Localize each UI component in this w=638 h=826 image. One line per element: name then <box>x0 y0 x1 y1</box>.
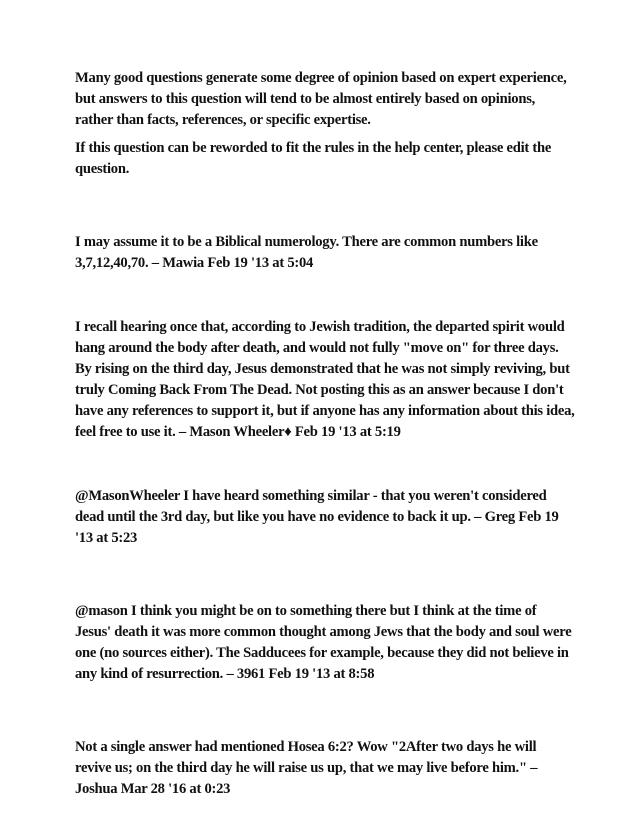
closure-notice: Many good questions generate some degree of opinion based on expert experience, but answers to this question will tend to be almost entirely based on opinions, rather than facts, references, or specific expertise. <box>75 70 567 128</box>
edit-notice: If this question can be reworded to fit the rules in the help center, please edit the question. <box>75 140 552 177</box>
comment: @mason I think you might be on to something there but I think at the time of Jesus' death it was more common thought among Jews that the body and soul were one (no sources either). The Sadducees for example, because they did not believe in any kind of resurrection. – 3961 Feb 19 '13 at 8:58 <box>75 603 572 682</box>
comment: I recall hearing once that, according to Jewish tradition, the departed spirit would hang around the body after death, and would not fully "move on" for three days. By rising on the third day, Jesus demonstrated that he was not simply reviving, but truly Coming Back From The Dead. Not posting this as an answer because I don't have any references to support it, but if anyone has any information about this idea, feel free to use it. – Mason Wheeler♦ Feb 19 '13 at 5:19 <box>75 319 575 440</box>
document-page <box>75 68 575 800</box>
comment: Not a single answer had mentioned Hosea 6:2? Wow "2After two days he will revive us; on the third day he will raise us up, that we may live before him." – Joshua Mar 28 '16 at 0:23 <box>75 739 538 797</box>
comment: @MasonWheeler I have heard something similar - that you weren't considered dead until the 3rd day, but like you have no evidence to back it up. – Greg Feb 19 '13 at 5:23 <box>75 488 559 546</box>
comment: I may assume it to be a Biblical numerology. There are common numbers like 3,7,12,40,70. – Mawia Feb 19 '13 at 5:04 <box>75 234 538 271</box>
